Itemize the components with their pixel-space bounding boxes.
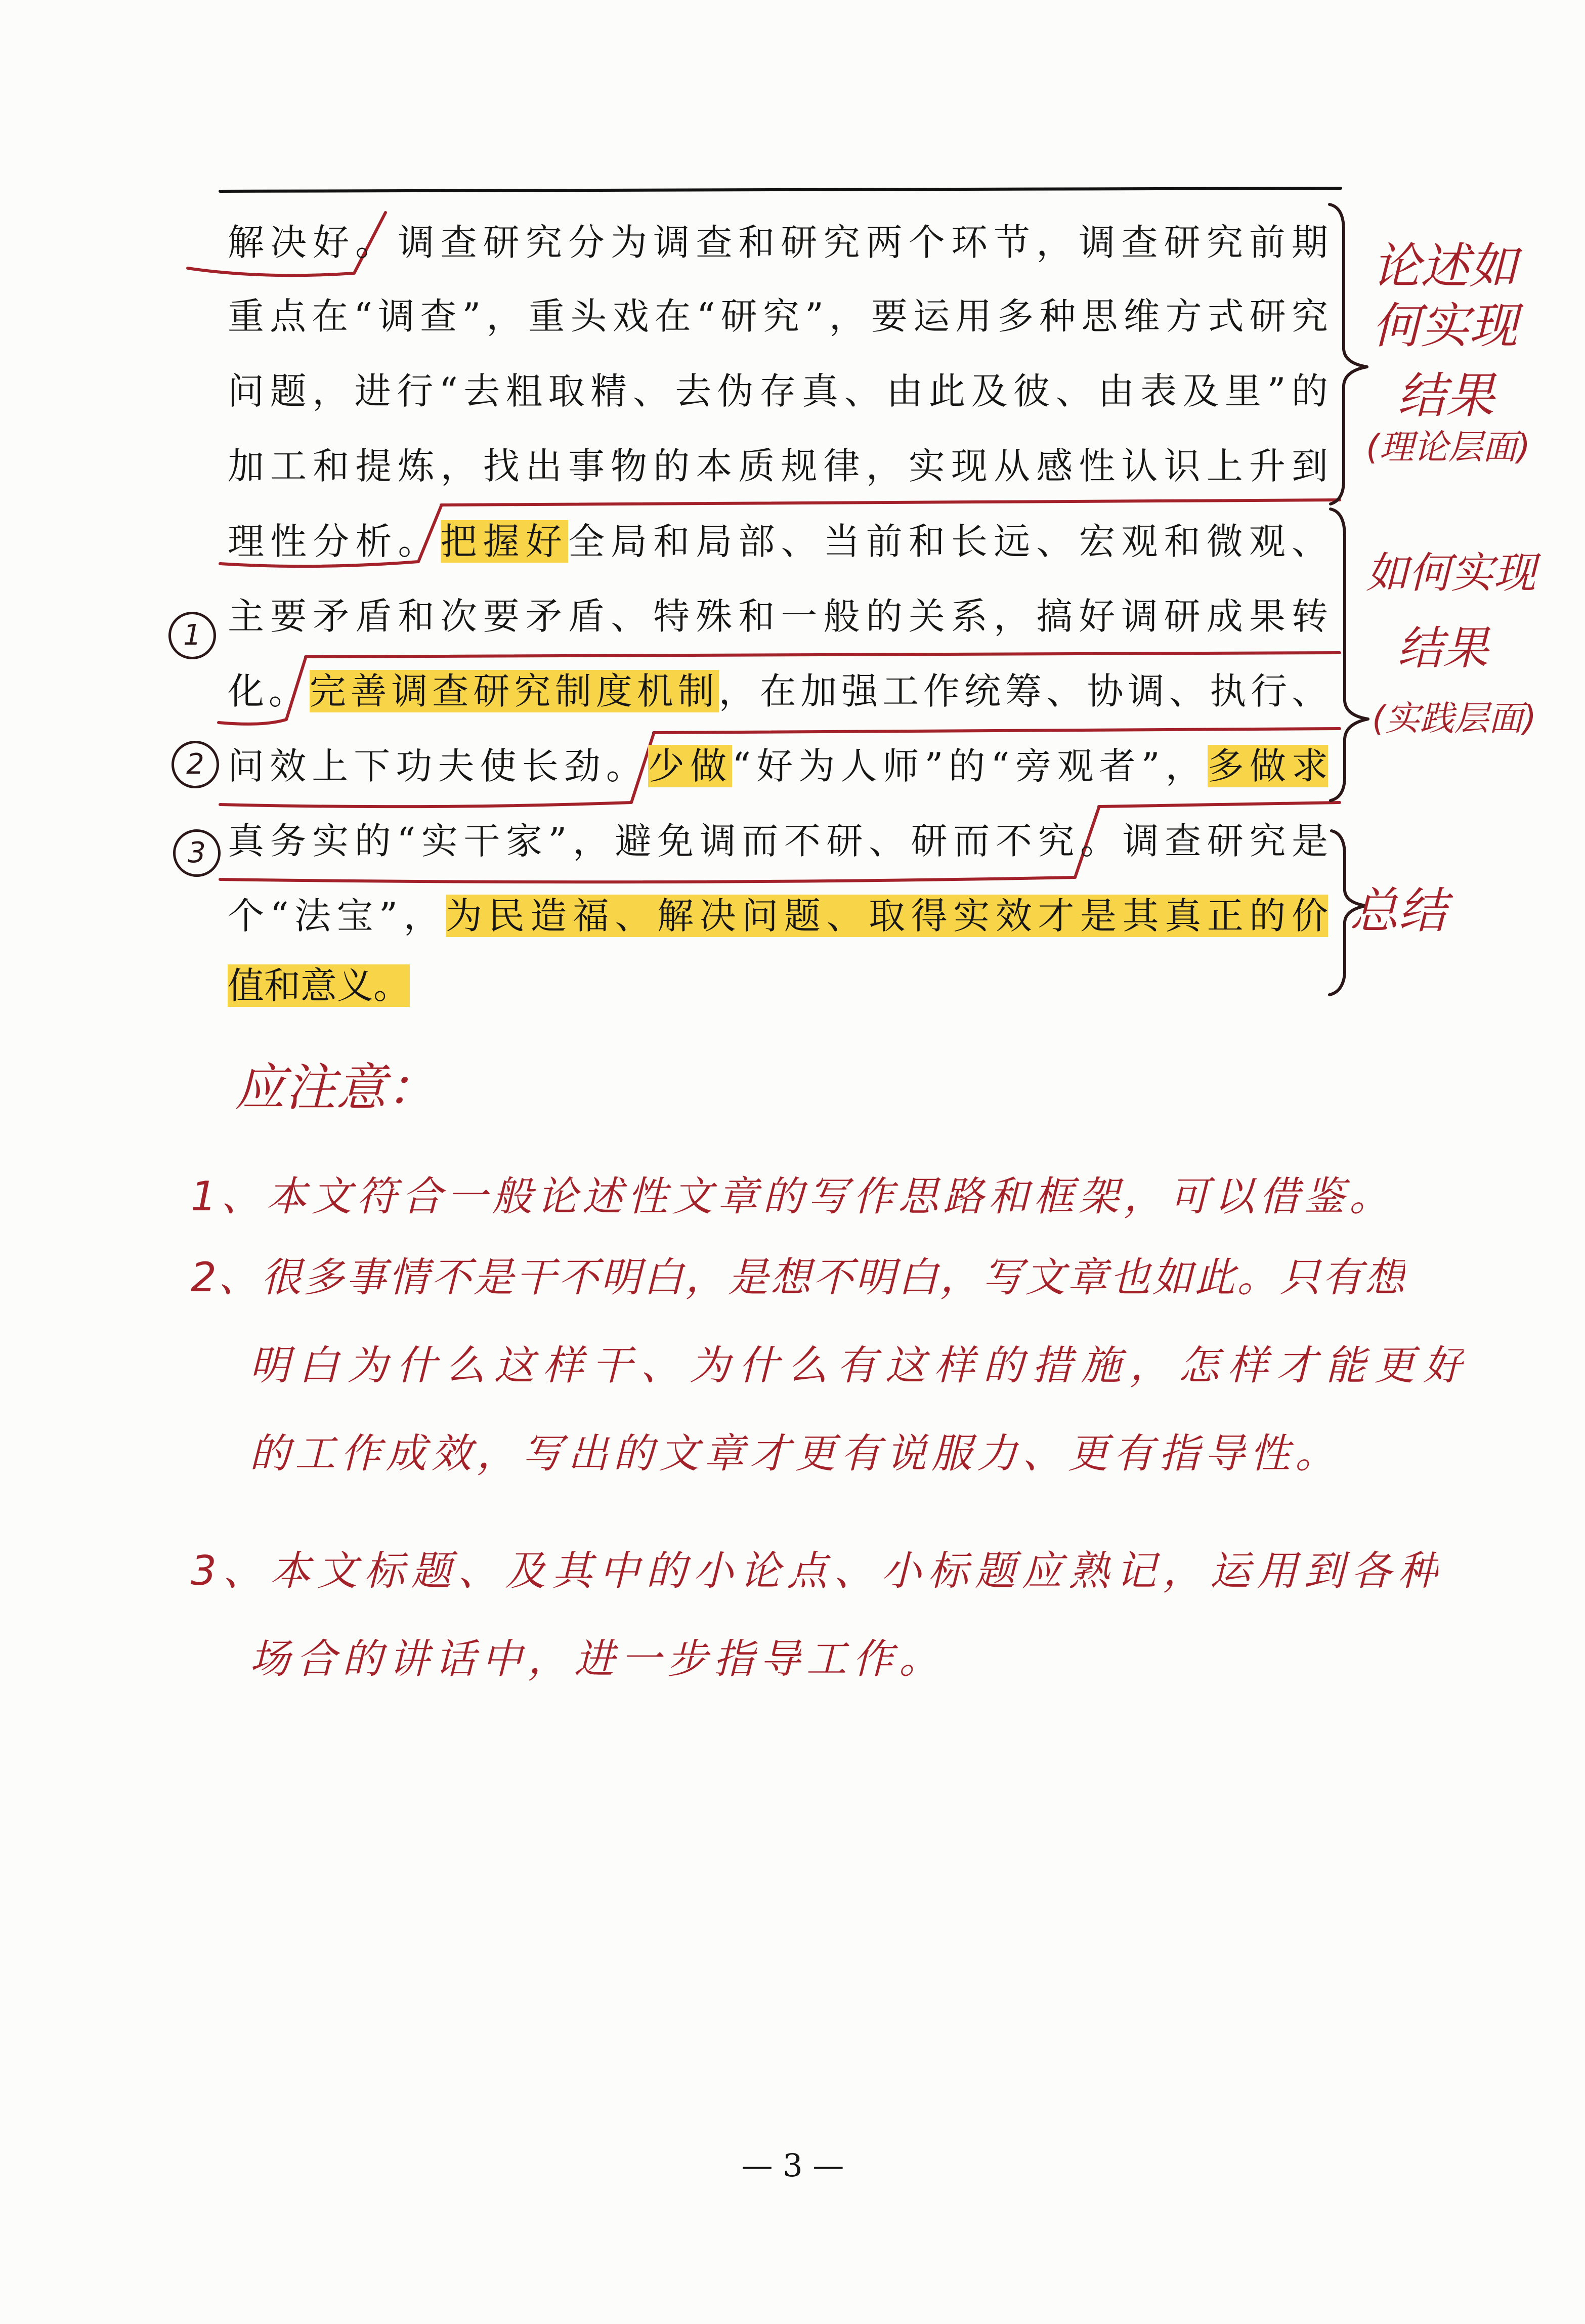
highlighted-text: 少做 (648, 745, 733, 787)
body-text: ，在加强工作统筹、协调、执行、 (718, 670, 1328, 712)
body-line-8 (228, 738, 1328, 794)
margin-note-practice-2: 结果 (1397, 622, 1488, 675)
body-text: 个“法宝”， (228, 895, 446, 937)
handwritten-note-2-line-3: 的工作成效，写出的文章才更有说服力、更有指导性。 (249, 1430, 1336, 1477)
page-number: — 3 — (741, 2147, 844, 2184)
margin-note-theory-2: 何实现 (1372, 298, 1518, 354)
body-line-11 (228, 958, 1328, 1013)
red-pen-divider-3a (306, 653, 1340, 657)
body-text: “好为人师”的“旁观者”， (732, 745, 1208, 787)
circled-number-1: 1 (168, 612, 216, 659)
body-line-2 (228, 288, 1328, 344)
body-line-9 (228, 813, 1328, 869)
top-rule-line (220, 188, 1341, 191)
right-brace-1 (1330, 204, 1367, 504)
body-text: 化。 (228, 670, 310, 712)
body-line-6 (228, 588, 1328, 644)
handwritten-note-heading: 应注意： (235, 1058, 437, 1117)
highlighted-text: 值和意义。 (228, 964, 410, 1007)
body-text: 真务实的“实干家”，避免调而不研、研而不究。调查研究是 (228, 820, 1328, 862)
body-line-7 (228, 663, 1328, 719)
red-pen-divider-5a (1099, 802, 1340, 807)
handwritten-note-3-line-1: 3、本文标题、及其中的小论点、小标题应熟记，运用到各种 (191, 1547, 1438, 1594)
body-line-5 (228, 514, 1328, 569)
highlighted-text: 多做求 (1207, 745, 1328, 787)
red-pen-divider-2a (441, 500, 1340, 505)
right-brace-2 (1331, 509, 1368, 800)
highlighted-text: 为民造福、解决问题、取得实效才是其真正的价 (446, 895, 1328, 937)
circled-number-3: 3 (173, 829, 221, 877)
handwritten-note-2-line-2: 明白为什么这样干、为什么有这样的措施，怎样才能更好 (249, 1342, 1464, 1389)
margin-note-practice-3: (实践层面) (1372, 699, 1537, 739)
handwritten-note-2-line-1: 2、很多事情不是干不明白，是想不明白，写文章也如此。只有想 (191, 1254, 1405, 1301)
handwritten-note-1-line-1: 1、本文符合一般论述性文章的写作思路和框架，可以借鉴。 (191, 1173, 1390, 1220)
body-text: 问题，进行“去粗取精、去伪存真、由此及彼、由表及里”的 (228, 370, 1328, 412)
body-text: 问效上下功夫使长劲。 (228, 745, 649, 787)
circled-number-2: 2 (172, 741, 219, 788)
margin-note-practice-1: 如何实现 (1366, 548, 1536, 598)
body-line-1 (228, 215, 1328, 270)
handwritten-note-3-line-2: 场合的讲话中，进一步指导工作。 (249, 1635, 939, 1682)
body-text: 重点在“调查”，重头戏在“研究”，要运用多种思维方式研究 (228, 295, 1328, 337)
body-text: 加工和提炼，找出事物的本质规律，实现从感性认识上升到 (228, 445, 1328, 487)
body-text: 全局和局部、当前和长远、宏观和微观、 (568, 520, 1328, 563)
body-line-3 (228, 363, 1328, 419)
highlighted-text: 完善调查研究制度机制 (309, 670, 719, 712)
body-line-10 (228, 888, 1328, 944)
body-text: 理性分析。 (228, 520, 441, 563)
body-line-4 (228, 438, 1328, 494)
highlighted-text: 把握好 (440, 520, 568, 563)
body-text: 解决好。调查研究分为调查和研究两个环节，调查研究前期 (228, 221, 1328, 264)
margin-note-theory-1: 论述如 (1372, 238, 1518, 294)
margin-note-summary: 总结 (1350, 882, 1447, 939)
margin-note-theory-3: 结果 (1397, 367, 1494, 424)
body-text: 主要矛盾和次要矛盾、特殊和一般的关系，搞好调研成果转 (228, 595, 1328, 638)
red-pen-divider-4a (654, 729, 1340, 733)
margin-note-theory-4: (理论层面) (1366, 428, 1531, 468)
